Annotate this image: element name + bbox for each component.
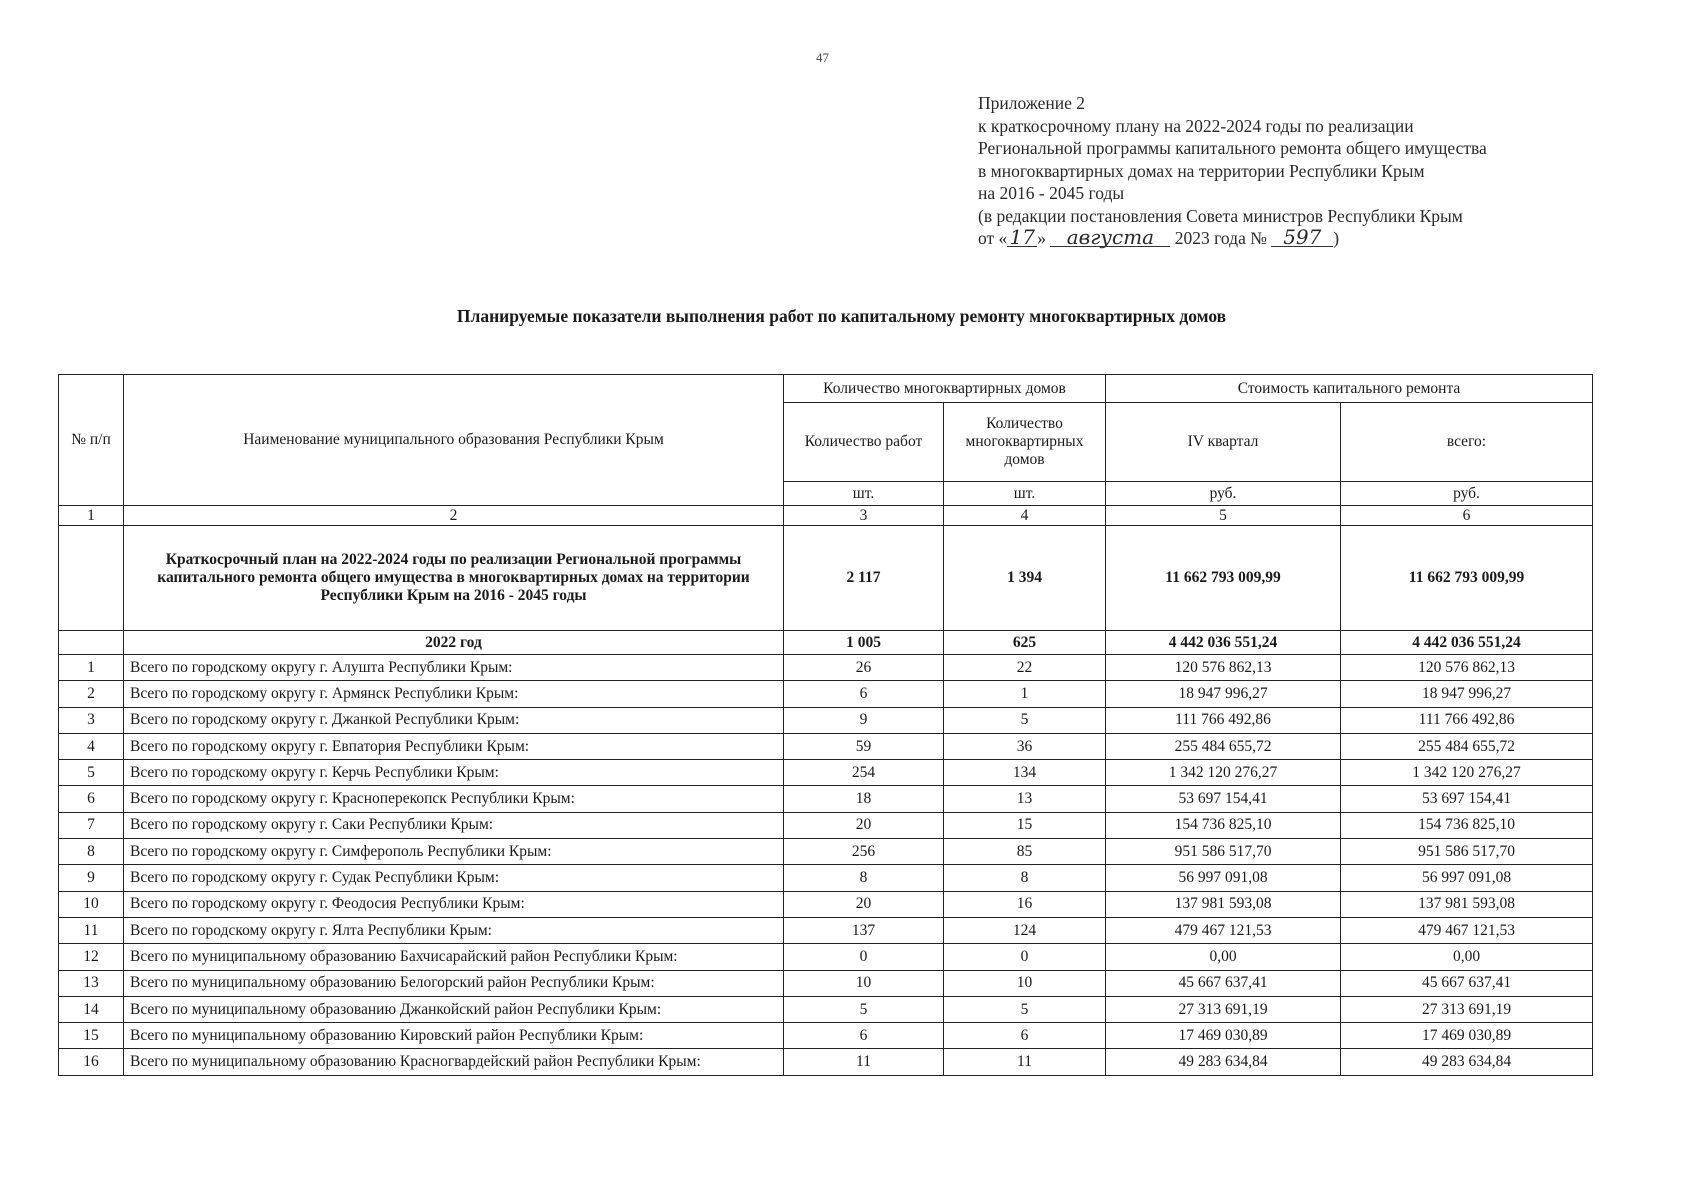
row-name: Всего по городскому округу г. Феодосия Республики Крым: [124, 891, 784, 917]
row-number: 10 [59, 891, 124, 917]
header-group-cost: Стоимость капитального ремонта [1106, 375, 1593, 403]
row-houses: 22 [944, 655, 1106, 681]
row-name: Всего по муниципальному образованию Джанкойский район Республики Крым: [124, 996, 784, 1022]
header-total: всего: [1341, 403, 1593, 482]
row-number: 6 [59, 786, 124, 812]
header-houses: Количество многоквартирных домов [944, 403, 1106, 482]
date-year: 2023 года № [1174, 228, 1267, 248]
row-name: Всего по муниципальному образованию Кировский район Республики Крым: [124, 1023, 784, 1049]
row-houses: 6 [944, 1023, 1106, 1049]
appendix-line: (в редакции постановления Совета министров Республики Крым [978, 205, 1463, 226]
row-name: Всего по муниципальному образованию Бахчисарайский район Республики Крым: [124, 944, 784, 970]
table-row [59, 760, 1593, 786]
table-row [59, 655, 1593, 681]
row-works: 59 [784, 733, 944, 759]
appendix-line: в многоквартирных домах на территории Республики Крым [978, 160, 1425, 181]
year-q4: 4 442 036 551,24 [1106, 631, 1341, 655]
col-number: 1 [59, 506, 124, 526]
row-houses: 124 [944, 917, 1106, 943]
row-number: 8 [59, 839, 124, 865]
document-title: Планируемые показатели выполнения работ по капитальному ремонту многоквартирных домов [456, 306, 1227, 326]
handwritten-month: августа [1050, 228, 1170, 247]
table-row [59, 786, 1593, 812]
row-q4: 951 586 517,70 [1106, 839, 1341, 865]
header-num: № п/п [59, 375, 124, 506]
row-number: 1 [59, 655, 124, 681]
appendix-line: Региональной программы капитального ремонта общего имущества [978, 138, 1487, 158]
row-number: 7 [59, 812, 124, 838]
date-quote: » [1037, 228, 1047, 248]
row-works: 5 [784, 996, 944, 1022]
row-houses: 16 [944, 891, 1106, 917]
row-name: Всего по городскому округу г. Керчь Республики Крым: [124, 760, 784, 786]
plan-total: 11 662 793 009,99 [1341, 526, 1593, 631]
row-total: 17 469 030,89 [1341, 1023, 1593, 1049]
row-houses: 15 [944, 812, 1106, 838]
row-number: 4 [59, 733, 124, 759]
col-number: 5 [1106, 506, 1341, 526]
row-name: Всего по муниципальному образованию Белогорский район Республики Крым: [124, 970, 784, 996]
row-name: Всего по городскому округу г. Ялта Республики Крым: [124, 917, 784, 943]
row-number: 13 [59, 970, 124, 996]
row-works: 6 [784, 1023, 944, 1049]
row-q4: 56 997 091,08 [1106, 865, 1341, 891]
row-works: 6 [784, 681, 944, 707]
row-name: Всего по городскому округу г. Алушта Республики Крым: [124, 655, 784, 681]
row-works: 20 [784, 812, 944, 838]
header-q4: IV квартал [1106, 403, 1341, 482]
row-total: 53 697 154,41 [1341, 786, 1593, 812]
row-number: 9 [59, 865, 124, 891]
col-number: 6 [1341, 506, 1593, 526]
row-q4: 137 981 593,08 [1106, 891, 1341, 917]
row-houses: 8 [944, 865, 1106, 891]
row-number: 12 [59, 944, 124, 970]
unit-q4: руб. [1106, 482, 1341, 506]
handwritten-day: 17 [1007, 228, 1037, 247]
row-works: 254 [784, 760, 944, 786]
row-number: 15 [59, 1023, 124, 1049]
col-number: 4 [944, 506, 1106, 526]
row-works: 256 [784, 839, 944, 865]
appendix-line: Приложение 2 [978, 93, 1086, 113]
table-row [59, 812, 1593, 838]
row-name: Всего по городскому округу г. Армянск Республики Крым: [124, 681, 784, 707]
row-name: Всего по муниципальному образованию Красногвардейский район Республики Крым: [124, 1049, 784, 1075]
row-works: 137 [784, 917, 944, 943]
table-row [59, 917, 1593, 943]
row-number: 11 [59, 917, 124, 943]
row-total: 120 576 862,13 [1341, 655, 1593, 681]
table-row [59, 707, 1593, 733]
year-total: 4 442 036 551,24 [1341, 631, 1593, 655]
row-houses: 10 [944, 970, 1106, 996]
row-q4: 53 697 154,41 [1106, 786, 1341, 812]
plan-description: Краткосрочный план на 2022-2024 годы по реализации Региональной программы капитального ремонта общего имущества в многоквартирных домах на территории Республики Крым на 2016 - 2045 годы [124, 526, 784, 631]
table-row [59, 733, 1593, 759]
row-works: 0 [784, 944, 944, 970]
header-row-groups [59, 375, 1593, 403]
row-works: 11 [784, 1049, 944, 1075]
table-row [59, 891, 1593, 917]
unit-works: шт. [784, 482, 944, 506]
appendix-date-line [978, 227, 1487, 250]
row-q4: 255 484 655,72 [1106, 733, 1341, 759]
row-houses: 5 [944, 996, 1106, 1022]
row-houses: 36 [944, 733, 1106, 759]
row-q4: 479 467 121,53 [1106, 917, 1341, 943]
table-row [59, 865, 1593, 891]
plan-works: 2 117 [784, 526, 944, 631]
row-name: Всего по городскому округу г. Красноперекопск Республики Крым: [124, 786, 784, 812]
row-number: 3 [59, 707, 124, 733]
row-total: 1 342 120 276,27 [1341, 760, 1593, 786]
row-q4: 18 947 996,27 [1106, 681, 1341, 707]
table-row [59, 996, 1593, 1022]
row-name: Всего по городскому округу г. Саки Республики Крым: [124, 812, 784, 838]
row-total: 49 283 634,84 [1341, 1049, 1593, 1075]
row-total: 56 997 091,08 [1341, 865, 1593, 891]
row-total: 45 667 637,41 [1341, 970, 1593, 996]
row-works: 10 [784, 970, 944, 996]
appendix-line: на 2016 - 2045 годы [978, 183, 1125, 203]
column-numbers-row [59, 506, 1593, 526]
row-name: Всего по городскому округу г. Симферополь Республики Крым: [124, 839, 784, 865]
row-works: 26 [784, 655, 944, 681]
plan-houses: 1 394 [944, 526, 1106, 631]
page-number: 47 [816, 50, 829, 65]
row-q4: 111 766 492,86 [1106, 707, 1341, 733]
row-number: 2 [59, 681, 124, 707]
date-paren: ) [1333, 228, 1340, 248]
plan-table [58, 374, 1593, 1076]
row-q4: 1 342 120 276,27 [1106, 760, 1341, 786]
row-total: 154 736 825,10 [1341, 812, 1593, 838]
row-total: 111 766 492,86 [1341, 707, 1593, 733]
row-total: 951 586 517,70 [1341, 839, 1593, 865]
row-q4: 154 736 825,10 [1106, 812, 1341, 838]
year-num-cell [59, 631, 124, 655]
plan-q4: 11 662 793 009,99 [1106, 526, 1341, 631]
row-houses: 0 [944, 944, 1106, 970]
row-houses: 13 [944, 786, 1106, 812]
unit-total: руб. [1341, 482, 1593, 506]
col-number: 2 [124, 506, 784, 526]
table-row [59, 1023, 1593, 1049]
row-number: 14 [59, 996, 124, 1022]
header-works: Количество работ [784, 403, 944, 482]
unit-houses: шт. [944, 482, 1106, 506]
row-q4: 45 667 637,41 [1106, 970, 1341, 996]
table-row [59, 944, 1593, 970]
row-q4: 120 576 862,13 [1106, 655, 1341, 681]
year-label: 2022 год [124, 631, 784, 655]
row-works: 9 [784, 707, 944, 733]
row-works: 20 [784, 891, 944, 917]
table-row [59, 681, 1593, 707]
row-works: 18 [784, 786, 944, 812]
row-number: 5 [59, 760, 124, 786]
table-row [59, 970, 1593, 996]
row-name: Всего по городскому округу г. Джанкой Республики Крым: [124, 707, 784, 733]
header-name: Наименование муниципального образования Республики Крым [124, 375, 784, 506]
year-houses: 625 [944, 631, 1106, 655]
row-houses: 85 [944, 839, 1106, 865]
header-group-houses: Количество многоквартирных домов [784, 375, 1106, 403]
row-name: Всего по городскому округу г. Судак Республики Крым: [124, 865, 784, 891]
row-total: 27 313 691,19 [1341, 996, 1593, 1022]
row-total: 18 947 996,27 [1341, 681, 1593, 707]
row-houses: 11 [944, 1049, 1106, 1075]
row-q4: 49 283 634,84 [1106, 1049, 1341, 1075]
row-q4: 27 313 691,19 [1106, 996, 1341, 1022]
row-q4: 0,00 [1106, 944, 1341, 970]
row-total: 479 467 121,53 [1341, 917, 1593, 943]
appendix-line: к краткосрочному плану на 2022-2024 годы по реализации [978, 115, 1414, 136]
total-num-cell [59, 526, 124, 631]
row-q4: 17 469 030,89 [1106, 1023, 1341, 1049]
plan-total-row [59, 526, 1593, 631]
row-name: Всего по городскому округу г. Евпатория Республики Крым: [124, 733, 784, 759]
row-houses: 134 [944, 760, 1106, 786]
row-total: 0,00 [1341, 944, 1593, 970]
appendix-block [978, 92, 1487, 250]
year-works: 1 005 [784, 631, 944, 655]
row-houses: 1 [944, 681, 1106, 707]
handwritten-number: 597 [1271, 228, 1333, 247]
row-total: 137 981 593,08 [1341, 891, 1593, 917]
col-number: 3 [784, 506, 944, 526]
row-houses: 5 [944, 707, 1106, 733]
year-total-row [59, 631, 1593, 655]
table-row [59, 1049, 1593, 1075]
date-prefix: от « [978, 228, 1008, 248]
row-total: 255 484 655,72 [1341, 733, 1593, 759]
row-works: 8 [784, 865, 944, 891]
table-row [59, 839, 1593, 865]
row-number: 16 [59, 1049, 124, 1075]
